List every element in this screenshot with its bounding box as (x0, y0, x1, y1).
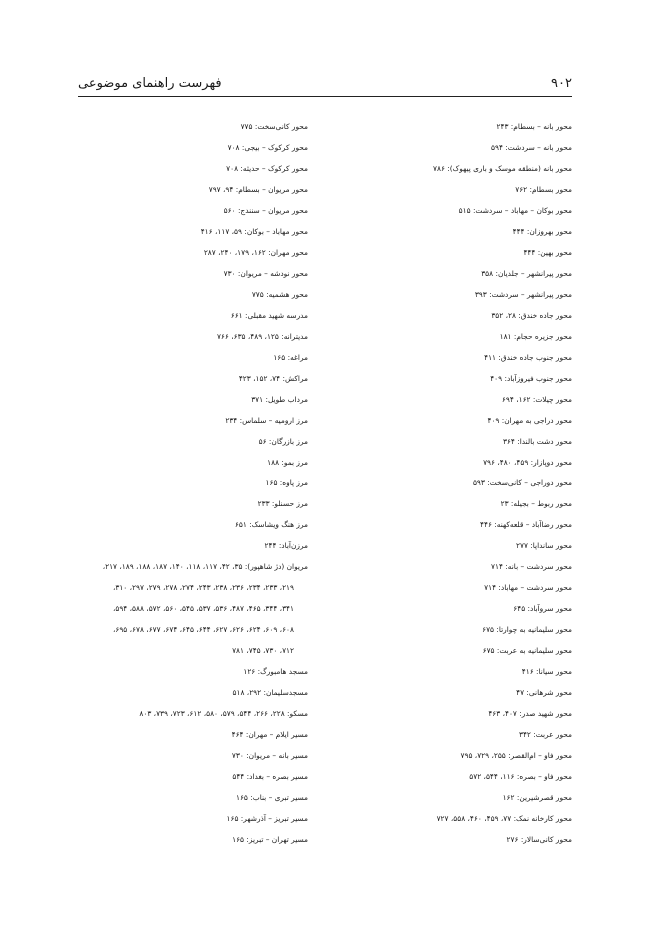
index-entry: مرز بازرگان: ۵۶ (258, 436, 308, 446)
index-entry: مرز بمو: ۱۸۸ (267, 457, 308, 467)
index-entry: مرزن‌آباد: ۲۴۴ (264, 541, 308, 551)
index-entry: محور مریوان – سنندج: ۵۶۰ (223, 205, 308, 215)
index-entry: محور کانی‌سخت: ۷۷۵ (240, 122, 308, 131)
index-entry: محور سانداپا: ۲۷۷ (516, 541, 572, 551)
index-entry: محور کرکوک – بیجی: ۷۰۸ (227, 142, 308, 152)
index-entry: محور بانه (منطقه موسک و باری پیهوک): ۷۸۶ (433, 163, 572, 173)
index-entry: مسجد هامبورگ: ۱۲۶ (243, 667, 308, 677)
index-entry: محور بانه – بسطام: ۲۴۳ (496, 122, 572, 131)
index-entry: محور سردشت – بانه: ۷۱۴ (491, 562, 572, 572)
index-entry: محور شرهانی: ۴۷ (516, 688, 572, 698)
index-entry: محور فاو – ام‌القصر: ۲۵۵، ۷۲۹، ۷۹۵ (460, 751, 572, 761)
index-entry: مراغه: ۱۶۵ (273, 352, 308, 362)
index-entry: محور فاو – بصره: ۱۱۶، ۵۴۴، ۵۷۲ (469, 772, 572, 782)
index-entry: محور نودشه – مریوان: ۷۳۰ (223, 268, 308, 278)
index-entry: محور جنوب جاده خندق: ۴۱۱ (484, 352, 572, 362)
index-entry: محور مهاباد – بوکان: ۵۹، ۱۱۷، ۴۱۶ (200, 226, 308, 236)
index-entry: محور ربوط – بجیله: ۲۳ (500, 499, 572, 509)
index-entry: مرز حسنلو: ۲۳۳ (257, 499, 308, 509)
index-entry: محور دوپازار: ۴۵۹، ۴۸۰، ۷۹۶ (483, 457, 572, 467)
index-entry: محور سیانا: ۴۱۶ (521, 667, 572, 677)
index-entry: محور رضاآباد – قلعه‌کهنه: ۴۴۶ (480, 520, 572, 530)
index-entry: محور شهید صدر: ۴۰۷، ۴۶۳ (488, 709, 572, 719)
index-entry: محور جزیره حجام: ۱۸۱ (499, 331, 572, 341)
index-entry: ۶۰۸، ۶۰۹، ۶۲۴، ۶۲۶، ۶۲۷، ۶۴۴، ۶۴۵، ۶۷۴، ۶۷۷، ۶۷۸، ۶۹۵، (112, 625, 294, 635)
index-entry: محور سردشت – مهاباد: ۷۱۴ (484, 583, 572, 593)
index-column-left (76, 122, 308, 856)
index-entry: محور جنوب فیروزآباد: ۴۰۹ (490, 373, 572, 383)
index-entry: محور جاده خندق: ۲۸، ۳۵۲ (491, 310, 572, 320)
index-entry: محور پیرانشهر – جلدیان: ۳۵۸ (481, 268, 572, 278)
index-entry: مراکش: ۷۴، ۱۵۲، ۴۲۳ (238, 373, 308, 383)
index-entry: مسیر ایلام – مهران: ۴۶۴ (231, 730, 308, 740)
index-entry: محور سلیمانیه به عربت: ۶۷۵ (482, 646, 572, 656)
index-entry: ۷۱۲، ۷۳۰، ۷۴۵، ۷۸۱ (232, 646, 294, 656)
running-header-title: فهرست راهنمای موضوعی (78, 76, 222, 91)
index-entry: مرداب طویل: ۳۷۱ (251, 394, 308, 404)
page-header (78, 76, 572, 97)
index-entry: مرز هنگ ویشاسک: ۶۵۱ (234, 520, 308, 530)
index-entry: محور پیرانشهر – سردشت: ۳۹۳ (474, 289, 572, 299)
index-entry: مسکو: ۲۲۸، ۲۶۶، ۵۴۴، ۵۷۹، ۵۸۰، ۶۱۲، ۷۲۳، ۷۳۹، ۸۰۳ (139, 709, 308, 719)
index-entry: مریوان (دژ شاهپور): ۳۵، ۴۲، ۱۱۷، ۱۱۸، ۱۴۰، ۱۸۷، ۱۸۸، ۱۸۹، ۲۱۷، (102, 562, 308, 572)
index-column-right (294, 122, 572, 856)
index-entry: ۲۱۹، ۲۳۳، ۲۳۴، ۲۳۶، ۲۳۸، ۲۴۳، ۲۷۴، ۲۷۸، ۲۷۹، ۲۹۷، ۳۱۰، (112, 583, 294, 593)
index-entry: محور سلیمانیه به چوارتا: ۶۷۵ (482, 625, 572, 635)
index-entry: مرز ارومیه – سلماس: ۲۳۴ (225, 415, 308, 425)
index-entry: محور بسطام: ۷۶۲ (515, 184, 572, 194)
index-entry: مسیر تبریز – آذرشهر: ۱۶۵ (226, 813, 308, 823)
index-entry: مسیر بانه – مریوان: ۷۳۰ (231, 751, 308, 761)
index-entry: مدرسه شهید مقبلی: ۶۶۱ (230, 310, 308, 320)
index-entry: محور کرکوک – حدیثه: ۷۰۸ (226, 163, 308, 173)
index-entry: محور هشمیه: ۷۷۵ (251, 289, 308, 299)
index-entry: محور بهین: ۴۴۴ (523, 247, 572, 257)
index-entry: محور دراجی به مهران: ۴۰۹ (487, 415, 572, 425)
index-entry: محور دشت بالندا: ۳۶۴ (502, 436, 572, 446)
index-entry: محور مریوان – بسطام: ۹۴، ۷۹۷ (208, 184, 308, 194)
index-entry: مسجدسلیمان: ۲۹۲، ۵۱۸ (232, 688, 308, 698)
index-entry: محور بوکان – مهاباد – سردشت: ۵۱۵ (458, 205, 572, 215)
index-entry: محور سروآباد: ۶۴۵ (513, 604, 572, 614)
index-entry: محور دوراجی – کانی‌سخت: ۵۹۳ (472, 478, 572, 488)
index-entry: محور قصرشیرین: ۱۶۲ (502, 793, 572, 802)
index-entry: مسیر بصره – بغداد: ۵۴۴ (232, 772, 308, 782)
index-entry: محور مهران: ۱۶۲، ۱۷۹، ۲۴۰، ۲۸۷ (203, 247, 308, 257)
index-entry: محور چیلات: ۱۶۲، ۶۹۴ (501, 394, 572, 404)
index-entry: مسیر تبری – بناب: ۱۶۵ (235, 793, 308, 802)
index-entry: محور کارخانه نمک: ۷۷، ۴۵۹، ۴۶۰، ۵۵۸، ۷۲۷ (436, 813, 572, 823)
index-entry: مدیترانه: ۱۲۵، ۴۸۹، ۶۳۵، ۷۶۶ (216, 331, 308, 341)
page-number: ۹۰۲ (551, 76, 572, 91)
index-entry: محور عربت: ۳۴۲ (518, 730, 572, 740)
index-entry: مسیر تهران – تبریز: ۱۶۵ (232, 834, 308, 844)
index-entry: محور بانه – سردشت: ۵۹۴ (491, 142, 572, 152)
index-entry: محور بهروزان: ۴۴۴ (512, 226, 572, 236)
index-entry: محور کانی‌سالار: ۲۷۶ (506, 834, 572, 844)
index-entry: ۳۴۱، ۳۴۴، ۴۶۵، ۴۸۷، ۵۳۶، ۵۳۷، ۵۴۵، ۵۶۰، ۵۷۲، ۵۸۸، ۵۹۴، (112, 604, 294, 614)
index-entry: مرز پاوه: ۱۶۵ (265, 478, 308, 488)
